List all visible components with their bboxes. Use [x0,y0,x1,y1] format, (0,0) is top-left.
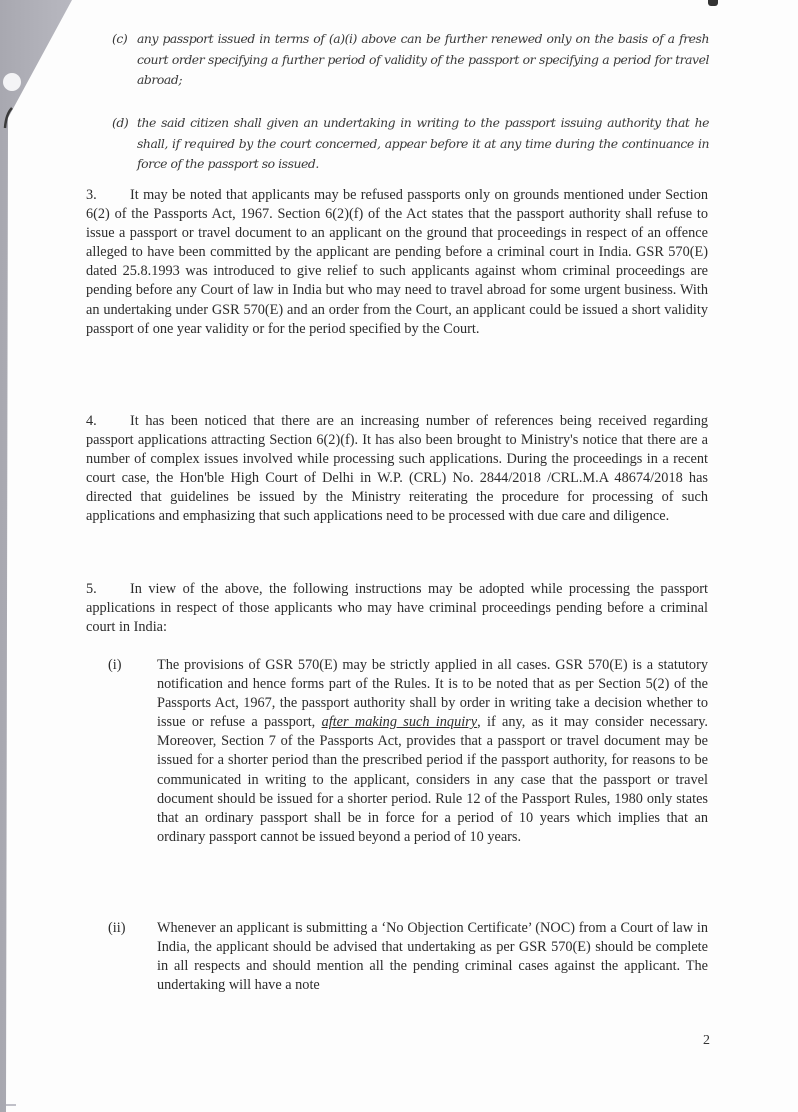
paragraph-3 [86,186,708,339]
sub-item-label: (ii) [108,920,126,936]
item-text: any passport issued in terms of (a)(i) above can be further renewed only on the basis of a fresh court order specifying a further period of validity of the passport or specifying a period for travel abroad; [137,31,709,87]
paragraph-text: It has been noticed that there are an increasing number of references being received regarding passport applications attracting Section 6(2)(f). It has also been brought to Ministry's notice that there are a number of complex issues involved while processing such applications. During the proceedings in a recent court case, the Hon'ble High Court of Delhi in W.P. (CRL) No. 2844/2018 /CRL.M.A 48674/2018 has directed that guidelines be issued by the Ministry reiterating the procedure for processing of such applications and emphasizing that such applications need to be processed with due care and diligence. [86,413,708,525]
sub-item-label: (i) [108,657,122,673]
item-text: the said citizen shall given an undertaking in writing to the passport issuing authority that he shall, if required by the court concerned, appear before it at any time during the continuance in force of the passport so issued. [137,115,709,171]
lettered-item-d [112,113,709,175]
sub-item-text-before: The provisions of GSR 570(E) may be strictly applied in all cases. GSR 570(E) is a statutory notification and hence forms part of the Rules. It is to be noted that as per Section 5(2) of the Passports Act, 1967, the passport authority shall by order in writing take a decision whether to issue or refuse a passport, [157,657,708,731]
paragraph-5 [86,580,708,637]
paragraph-number: 3. [86,187,97,203]
paragraph-text: In view of the above, the following instructions may be adopted while processing the passport applications in respect of those applicants who may have criminal proceedings pending before a criminal court in India: [86,581,708,636]
page-number: 2 [703,1033,710,1048]
lettered-item-c [112,29,709,91]
sub-item-text-after: , if any, as it may consider necessary. Moreover, Section 7 of the Passports Act, provides that a passport or travel document may be issued for a shorter period than the prescribed period if the passport authority, for reasons to be communicated in writing to the applicant, considers in any case that the passport or travel document should be issued for a shorter period. Rule 12 of the Passport Rules, 1980 only states that an ordinary passport shall be in force for a period of 10 years which implies that an ordinary passport cannot be issued beyond a period of 10 years. [157,714,708,845]
page-edge-mark [708,0,718,6]
sub-item-i [108,656,708,847]
scanner-shadow [0,0,80,1112]
emphasized-phrase: after making such inquiry [321,714,478,731]
paragraph-number: 4. [86,413,97,429]
sub-item-text [157,656,708,847]
paragraph-4 [86,412,708,527]
paragraph-text: It may be noted that applicants may be refused passports only on grounds mentioned under Section 6(2) of the Passports Act, 1967. Section 6(2)(f) of the Act states that the passport authority shall refuse to issue a passport or travel document to an applicant on the ground that proceedings in respect of an offence alleged to have been committed by the applicant are pending before a criminal court in India. GSR 570(E) dated 25.8.1993 was introduced to give relief to such applicants against whom criminal proceedings are pending before any Court of law in India but who may need to travel abroad for some urgent business. With an undertaking under GSR 570(E) and an order from the Court, an applicant could be issued a short validity passport of one year validity or for the period specified by the Court. [86,187,708,337]
paragraph-number: 5. [86,581,97,597]
item-label: (d) [112,115,129,130]
item-label: (c) [112,31,128,46]
sub-item-text: Whenever an applicant is submitting a ‘No Objection Certificate’ (NOC) from a Court of law in India, the applicant should be advised that undertaking as per GSR 570(E) should be complete in all respects and should mention all the pending criminal cases against the applicant. The undertaking will have a note [157,920,708,994]
sub-item-ii [108,919,708,995]
